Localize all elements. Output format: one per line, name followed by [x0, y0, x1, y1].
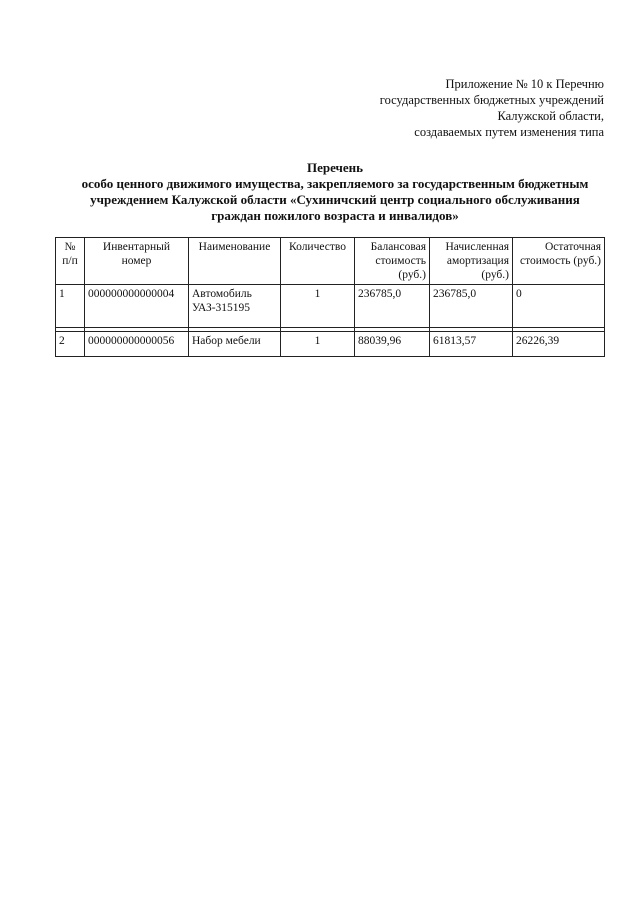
document-title: Перечень	[306, 160, 364, 175]
column-header-balance-value: Балансовая стоимость (руб.)	[355, 238, 430, 285]
cell-quantity: 1	[281, 332, 355, 357]
cell-inventory-number: 000000000000004	[85, 285, 189, 328]
cell-name: Набор мебели	[189, 332, 281, 357]
heading-line: особо ценного движимого имущества, закрепляемого за государственным бюджетным	[81, 176, 589, 191]
column-header-quantity: Количество	[281, 238, 355, 285]
cell-quantity: 1	[281, 285, 355, 328]
appendix-line: государственных бюджетных учреждений	[379, 93, 604, 107]
heading-line: граждан пожилого возраста и инвалидов»	[211, 208, 459, 223]
assets-table	[55, 237, 605, 357]
column-header-depreciation: Начисленная амортизация (руб.)	[430, 238, 513, 285]
cell-depreciation: 61813,57	[430, 332, 513, 357]
cell-residual-value: 26226,39	[513, 332, 605, 357]
cell-depreciation: 236785,0	[430, 285, 513, 328]
column-header-residual-value: Остаточная стоимость (руб.)	[513, 238, 605, 285]
cell-name: Автомобиль УАЗ-315195	[189, 285, 281, 328]
appendix-line: Приложение № 10 к Перечню	[445, 77, 604, 91]
cell-number: 1	[56, 285, 85, 328]
cell-balance-value: 88039,96	[355, 332, 430, 357]
appendix-line: Калужской области,	[497, 109, 604, 123]
column-header-number: № п/п	[56, 238, 85, 285]
heading-line: учреждением Калужской области «Сухиничский центр социального обслуживания	[90, 192, 580, 207]
table-row	[56, 285, 605, 328]
cell-number: 2	[56, 332, 85, 357]
table-row	[56, 332, 605, 357]
cell-residual-value: 0	[513, 285, 605, 328]
table-header-row	[56, 238, 605, 285]
cell-balance-value: 236785,0	[355, 285, 430, 328]
column-header-name: Наименование	[189, 238, 281, 285]
cell-inventory-number: 000000000000056	[85, 332, 189, 357]
document-heading	[30, 160, 640, 224]
column-header-inventory-number: Инвентарный номер	[85, 238, 189, 285]
appendix-caption	[380, 76, 604, 140]
appendix-line: создаваемых путем изменения типа	[414, 125, 604, 139]
